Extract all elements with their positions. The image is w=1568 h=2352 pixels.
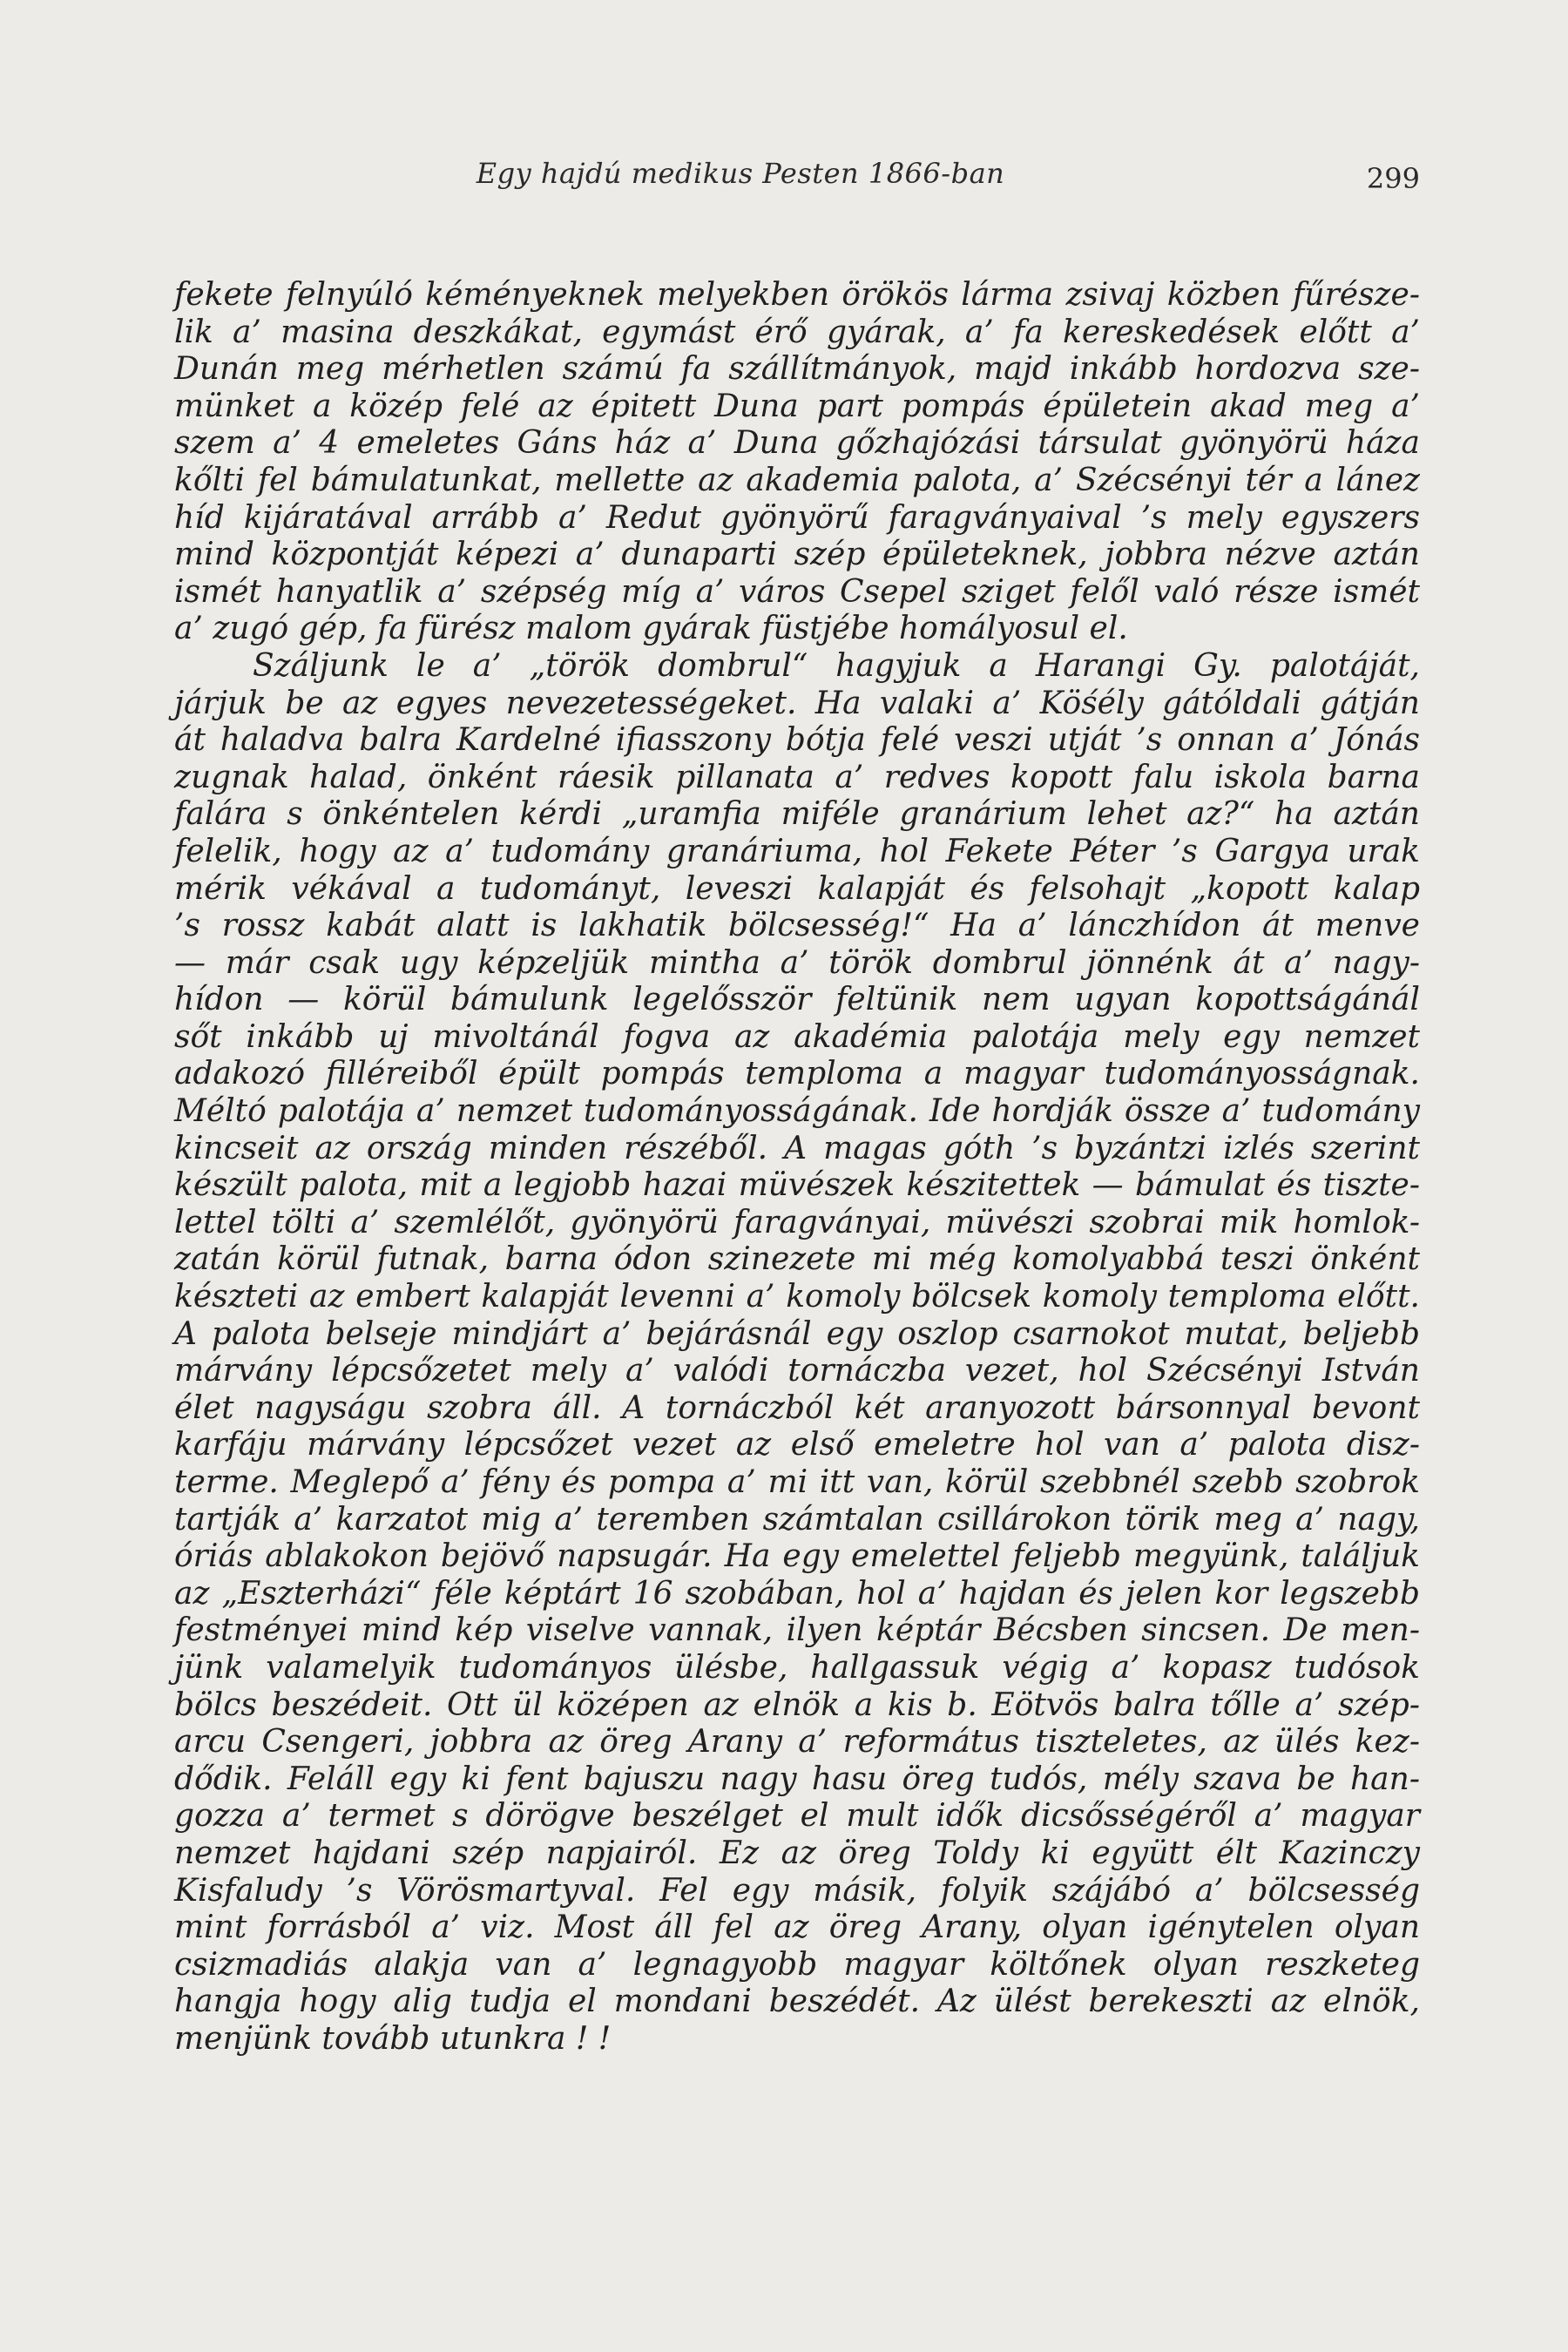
text-line: készteti az embert kalapját levenni a’ komoly bölcsek komoly temploma előtt. xyxy=(174,1279,1420,1315)
text-line: zatán körül futnak, barna ódon szinezete mi még komolyabbá teszi önként xyxy=(174,1241,1420,1278)
text-line: münket a közép felé az épitett Duna part pompás épületein akad meg a’ xyxy=(174,388,1420,424)
text-line: mind központját képezi a’ dunaparti szép épületeknek, jobbra nézve aztán xyxy=(174,537,1420,573)
text-line: A palota belseje mindjárt a’ bejárásnál egy oszlop csarnokot mutat, beljebb xyxy=(174,1315,1420,1352)
text-line: lik a’ masina deszkákat, egymást érő gyárak, a’ fa kereskedések előtt a’ xyxy=(174,314,1420,350)
text-line: arcu Csengeri, jobbra az öreg Arany a’ református tiszteletes, az ülés kez- xyxy=(174,1724,1420,1761)
text-line: hídon — körül bámulunk legelősször feltünik nem ugyan kopottságánál xyxy=(174,982,1420,1018)
page-number: 299 xyxy=(1366,162,1420,195)
text-line: festményei mind kép viselve vannak, ilyen képtár Bécsben sincsen. De men- xyxy=(174,1612,1420,1649)
text-line: bölcs beszédeit. Ott ül középen az elnök a kis b. Eötvös balra tőlle a’ szép- xyxy=(174,1686,1420,1723)
text-line: járjuk be az egyes nevezetességeket. Ha valaki a’ Köśély gátóldali gátján xyxy=(174,685,1420,721)
running-title: Egy hajdú medikus Pesten 1866-ban xyxy=(476,157,1005,190)
text-line: zugnak halad, önként ráesik pillanata a’ redves kopott falu iskola barna xyxy=(174,759,1420,795)
text-line: lettel tölti a’ szemlélőt, gyönyörü faragványai, müvészi szobrai mik homlok- xyxy=(174,1204,1420,1240)
text-line: Méltó palotája a’ nemzet tudományosságának. Ide hordják össze a’ tudomány xyxy=(174,1093,1420,1130)
text-line: gozza a’ termet s dörögve beszélget el mult idők dicsősségéről a’ magyar xyxy=(174,1798,1420,1835)
body-text xyxy=(174,277,1420,2058)
text-line: jünk valamelyik tudományos ülésbe, hallgassuk végig a’ kopasz tudósok xyxy=(174,1649,1420,1686)
text-line: készült palota, mit a legjobb hazai müvészek készitettek — bámulat és tiszte- xyxy=(174,1167,1420,1204)
text-line: — már csak ugy képzeljük mintha a’ török dombrul jönnénk át a’ nagy- xyxy=(174,944,1420,981)
text-line: az „Eszterházi“ féle képtárt 16 szobában, hol a’ hajdan és jelen kor legszebb xyxy=(174,1575,1420,1612)
text-line: mint forrásból a’ viz. Most áll fel az öreg Arany, olyan igénytelen olyan xyxy=(174,1909,1420,1946)
text-line: Száljunk le a’ „török dombrul“ hagyjuk a Harangi Gy. palotáját, xyxy=(253,647,1420,684)
text-line: terme. Meglepő a’ fény és pompa a’ mi itt van, körül szebbnél szebb szobrok xyxy=(174,1464,1420,1500)
text-line: nemzet hajdani szép napjairól. Ez az öreg Toldy ki együtt élt Kazinczy xyxy=(174,1835,1420,1871)
text-line: szem a’ 4 emeletes Gáns ház a’ Duna gőzhajózási társulat gyönyörü háza xyxy=(174,425,1420,462)
text-line: híd kijáratával arrább a’ Redut gyönyörű faragványaival ’s mely egyszers xyxy=(174,499,1420,536)
text-line: élet nagyságu szobra áll. A tornáczból két aranyozott bársonnyal bevont xyxy=(174,1389,1420,1426)
text-line: Kisfaludy ’s Vörösmartyval. Fel egy másik, folyik szájábó a’ bölcsesség xyxy=(174,1872,1420,1909)
text-line: falára s önkéntelen kérdi „uramfia miféle granárium lehet az?“ ha aztán xyxy=(174,796,1420,833)
text-line: sőt inkább uj mivoltánál fogva az akadémia palotája mely egy nemzet xyxy=(174,1018,1420,1055)
text-line: felelik, hogy az a’ tudomány granáriuma, hol Fekete Péter ’s Gargya urak xyxy=(174,833,1420,869)
text-line: ismét hanyatlik a’ szépség míg a’ város Csepel sziget felől való része ismét xyxy=(174,573,1420,610)
text-line: hangja hogy alig tudja el mondani beszédét. Az ülést berekeszti az elnök, xyxy=(174,1984,1420,2020)
text-line: át haladva balra Kardelné ifiasszony bótja felé veszi utját ’s onnan a’ Jónás xyxy=(174,722,1420,759)
text-line: adakozó filléreiből épült pompás temploma a magyar tudományosságnak. xyxy=(174,1056,1420,1092)
running-head xyxy=(174,157,1420,209)
text-line: ’s rossz kabát alatt is lakhatik bölcsesség!“ Ha a’ lánczhídon át menve xyxy=(174,908,1420,944)
text-line: csizmadiás alakja van a’ legnagyobb magyar költőnek olyan reszketeg xyxy=(174,1946,1420,1983)
text-line: karfáju márvány lépcsőzet vezet az első emeletre hol van a’ palota disz- xyxy=(174,1427,1420,1463)
text-line: a’ zugó gép, fa fürész malom gyárak füstjébe homályosul el. xyxy=(174,611,1128,647)
text-line: fekete felnyúló kéményeknek melyekben örökös lárma zsivaj közben fűrésze- xyxy=(174,277,1420,313)
text-line: kincseit az ország minden részéből. A magas góth ’s byzántzi izlés szerint xyxy=(174,1130,1420,1166)
text-line: Dunán meg mérhetlen számú fa szállítmányok, majd inkább hordozva sze- xyxy=(174,351,1420,388)
text-line: óriás ablakokon bejövő napsugár. Ha egy emelettel feljebb megyünk, találjuk xyxy=(174,1538,1420,1575)
text-line: kőlti fel bámulatunkat, mellette az akademia palota, a’ Szécsényi tér a lánez xyxy=(174,462,1420,498)
text-line: márvány lépcsőzetet mely a’ valódi tornáczba vezet, hol Szécsényi István xyxy=(174,1353,1420,1389)
text-line: mérik vékával a tudományt, leveszi kalapját és felsohajt „kopott kalap xyxy=(174,870,1420,907)
text-line: dődik. Feláll egy ki fent bajuszu nagy hasu öreg tudós, mély szava be han- xyxy=(174,1761,1420,1797)
text-line: menjünk tovább utunkra ! ! xyxy=(174,2020,612,2057)
text-line: tartják a’ karzatot mig a’ teremben számtalan csillárokon törik meg a’ nagy, xyxy=(174,1501,1420,1538)
